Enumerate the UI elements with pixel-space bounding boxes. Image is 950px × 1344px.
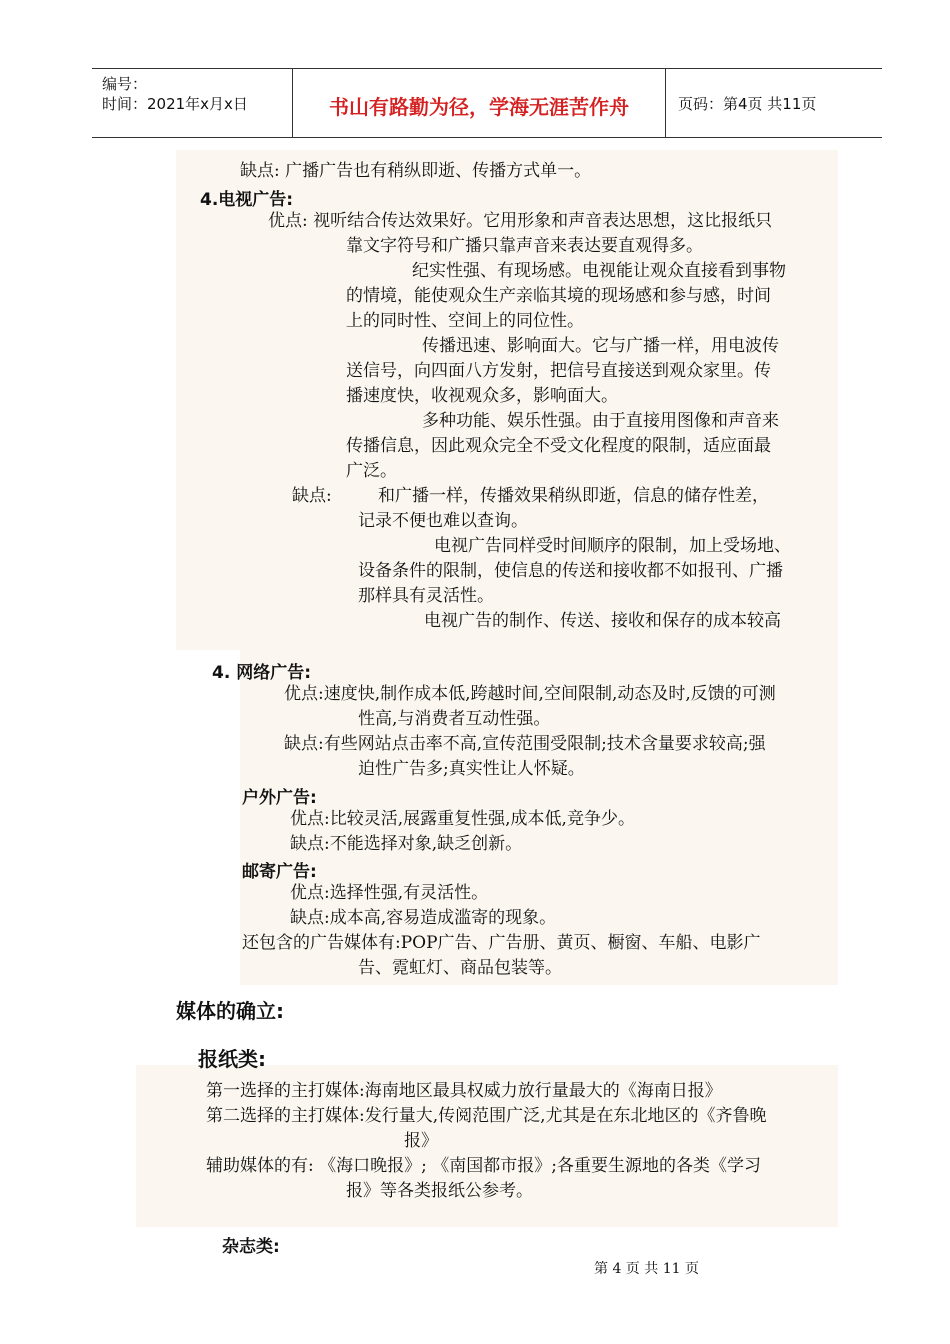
page-info: 页码：第4页 共11页 [678, 95, 817, 113]
tv-pros-line: 优点: 视听结合传达效果好。它用形象和声音表达思想，这比报纸只 [268, 211, 773, 231]
tv-pros-line: 播速度快，收视观众多，影响面大。 [346, 386, 618, 406]
web-line: 迫性广告多;真实性让人怀疑。 [358, 759, 585, 779]
tv-cons-label: 缺点: [292, 486, 332, 506]
tv-pros-line: 传播迅速、影响面大。它与广播一样，用电波传 [422, 336, 779, 356]
media-line: 第二选择的主打媒体:发行量大,传阅范围广泛,尤其是在东北地区的《齐鲁晚 [206, 1106, 767, 1126]
mail-heading: 邮寄广告: [242, 862, 317, 882]
media-line: 辅助媒体的有: 《海口晚报》; 《南国都市报》;各重要生源地的各类《学习 [206, 1156, 761, 1176]
media-line: 报》等各类报纸公参考。 [346, 1181, 533, 1201]
media-line: 第一选择的主打媒体:海南地区最具权威力放行量最大的《海南日报》 [206, 1081, 722, 1101]
outdoor-heading: 户外广告: [242, 788, 317, 808]
header-motto-cell [292, 69, 666, 137]
newspaper-heading: 报纸类: [198, 1047, 266, 1071]
radio-cons: 缺点: 广播广告也有稍纵即逝、传播方式单一。 [240, 161, 592, 181]
others-line: 告、霓虹灯、商品包装等。 [358, 958, 562, 978]
tv-cons-line: 电视广告的制作、传送、接收和保存的成本较高 [424, 611, 781, 631]
page-header [92, 68, 882, 138]
tv-pros-line: 广泛。 [346, 461, 397, 481]
motto: 书山有路勤为径，学海无涯苦作舟 [329, 95, 629, 119]
mail-cons: 缺点:成本高,容易造成滥寄的现象。 [290, 908, 557, 928]
web-line: 性高,与消费者互动性强。 [358, 709, 551, 729]
mail-pros: 优点:选择性强,有灵活性。 [290, 883, 489, 903]
others-line: 还包含的广告媒体有:POP广告、广告册、黄页、橱窗、车船、电影广 [242, 933, 761, 953]
outdoor-pros: 优点:比较灵活,展露重复性强,成本低,竞争少。 [290, 809, 635, 829]
web-line: 优点:速度快,制作成本低,跨越时间,空间限制,动态及时,反馈的可测 [284, 684, 776, 704]
tv-cons-line: 那样具有灵活性。 [358, 586, 494, 606]
magazine-heading: 杂志类: [222, 1237, 280, 1257]
tv-pros-line: 传播信息，因此观众完全不受文化程度的限制，适应面最 [346, 436, 771, 456]
web-heading: 4. 网络广告: [212, 663, 312, 683]
page-footer: 第 4 页 共 11 页 [594, 1261, 699, 1277]
web-line: 缺点:有些网站点击率不高,宣传范围受限制;技术含量要求较高;强 [284, 734, 766, 754]
tv-cons-line: 记录不便也难以查询。 [358, 511, 528, 531]
media-heading: 媒体的确立: [176, 999, 284, 1023]
tv-pros-line: 多种功能、娱乐性强。由于直接用图像和声音来 [422, 411, 779, 431]
time-label: 时间：2021年x月x日 [102, 95, 248, 113]
tv-pros-line: 的情境，能使观众生产亲临其境的现场感和参与感，时间 [346, 286, 771, 306]
tv-cons-line: 和广播一样，传播效果稍纵即逝，信息的储存性差， [378, 486, 769, 506]
tv-pros-line: 送信号，向四面八方发射，把信号直接送到观众家里。传 [346, 361, 771, 381]
media-line: 报》 [404, 1131, 438, 1151]
tv-pros-line: 上的同时性、空间上的同位性。 [346, 311, 584, 331]
code-label: 编号： [102, 75, 148, 93]
tv-pros-line: 靠文字符号和广播只靠声音来表达要直观得多。 [346, 236, 703, 256]
tv-cons-line: 电视广告同样受时间顺序的限制，加上受场地、 [434, 536, 791, 556]
tv-heading: 4.电视广告: [200, 190, 294, 210]
tv-cons-line: 设备条件的限制，使信息的传送和接收都不如报刊、广播 [358, 561, 783, 581]
outdoor-cons: 缺点:不能选择对象,缺乏创新。 [290, 834, 523, 854]
header-meta-cell [92, 69, 292, 137]
header-page-cell [666, 69, 882, 137]
tv-pros-line: 纪实性强、有现场感。电视能让观众直接看到事物 [412, 261, 786, 281]
